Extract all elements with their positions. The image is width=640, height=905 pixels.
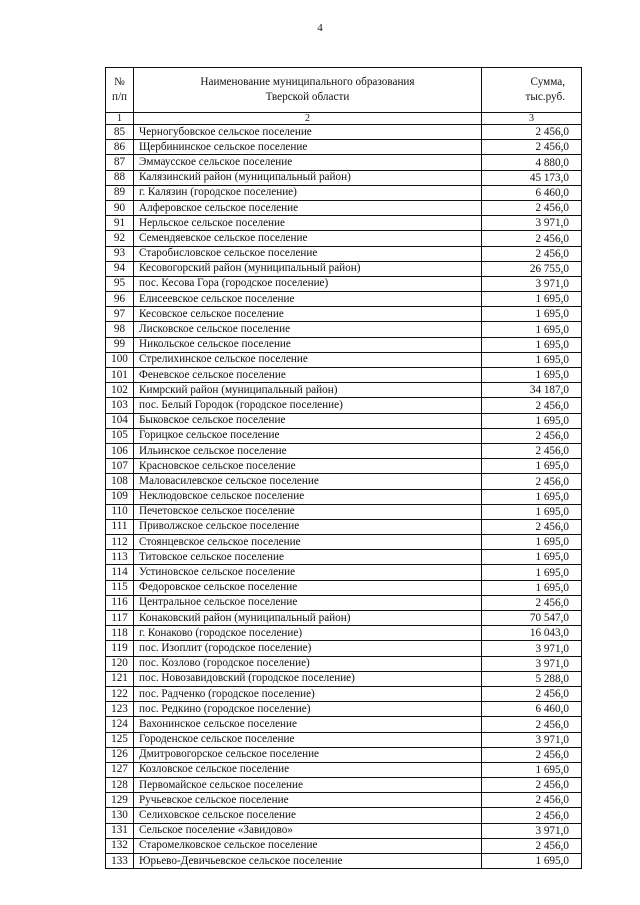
amount: 3 971,0	[482, 732, 582, 747]
table-row	[106, 125, 582, 140]
row-number: 85	[106, 125, 134, 140]
municipality-name: Щербининское сельское поселение	[134, 140, 482, 155]
row-number: 87	[106, 155, 134, 170]
row-number: 106	[106, 443, 134, 458]
municipality-name: пос. Козлово (городское поселение)	[134, 656, 482, 671]
table-row	[106, 307, 582, 322]
municipality-name: пос. Изоплит (городское поселение)	[134, 641, 482, 656]
municipality-name: пос. Кесова Гора (городское поселение)	[134, 276, 482, 291]
municipality-name: Ильинское сельское поселение	[134, 443, 482, 458]
municipality-name: Эммаусское сельское поселение	[134, 155, 482, 170]
table-row	[106, 671, 582, 686]
allocation-table	[105, 67, 582, 869]
row-number: 117	[106, 611, 134, 626]
row-number: 114	[106, 565, 134, 580]
table-row	[106, 459, 582, 474]
row-number: 132	[106, 838, 134, 853]
municipality-name: Старомелковское сельское поселение	[134, 838, 482, 853]
row-number: 89	[106, 185, 134, 200]
amount: 16 043,0	[482, 626, 582, 641]
amount: 2 456,0	[482, 686, 582, 701]
table-row	[106, 565, 582, 580]
municipality-name: Стоянцевское сельское поселение	[134, 535, 482, 550]
municipality-name: Кесовское сельское поселение	[134, 307, 482, 322]
row-number: 133	[106, 854, 134, 869]
table-row	[106, 474, 582, 489]
row-number: 116	[106, 595, 134, 610]
table-header	[106, 68, 582, 125]
table-row	[106, 200, 582, 215]
amount: 3 971,0	[482, 276, 582, 291]
column-number: 2	[134, 113, 482, 125]
table-row	[106, 702, 582, 717]
amount: 1 695,0	[482, 854, 582, 869]
row-number: 103	[106, 398, 134, 413]
table-row	[106, 383, 582, 398]
column-number: 3	[482, 113, 582, 125]
municipality-name: Черногубовское сельское поселение	[134, 125, 482, 140]
table-row	[106, 550, 582, 565]
row-number: 95	[106, 276, 134, 291]
municipality-name: Центральное сельское поселение	[134, 595, 482, 610]
amount: 4 880,0	[482, 155, 582, 170]
municipality-name: пос. Белый Городок (городское поселение)	[134, 398, 482, 413]
amount: 1 695,0	[482, 413, 582, 428]
row-number: 128	[106, 778, 134, 793]
column-numbering-row	[106, 113, 582, 125]
table-row	[106, 611, 582, 626]
amount: 2 456,0	[482, 838, 582, 853]
municipality-name: Федоровское сельское поселение	[134, 580, 482, 595]
row-number: 112	[106, 535, 134, 550]
municipality-name: Дмитровогорское сельское поселение	[134, 747, 482, 762]
amount: 1 695,0	[482, 504, 582, 519]
table-row	[106, 337, 582, 352]
amount: 45 173,0	[482, 170, 582, 185]
row-number: 123	[106, 702, 134, 717]
municipality-name: Семендяевское сельское поселение	[134, 231, 482, 246]
table-row	[106, 368, 582, 383]
municipality-name: Нерльское сельское поселение	[134, 216, 482, 231]
table-row	[106, 747, 582, 762]
row-number: 100	[106, 352, 134, 367]
table-row	[106, 762, 582, 777]
amount: 1 695,0	[482, 307, 582, 322]
row-number: 105	[106, 428, 134, 443]
amount: 5 288,0	[482, 671, 582, 686]
amount: 2 456,0	[482, 140, 582, 155]
municipality-name: Городенское сельское поселение	[134, 732, 482, 747]
row-number: 125	[106, 732, 134, 747]
amount: 2 456,0	[482, 717, 582, 732]
row-number: 110	[106, 504, 134, 519]
municipality-name: Печетовское сельское поселение	[134, 504, 482, 519]
table-row	[106, 793, 582, 808]
municipality-name: Сельское поселение «Завидово»	[134, 823, 482, 838]
amount: 2 456,0	[482, 231, 582, 246]
table-row	[106, 717, 582, 732]
amount: 2 456,0	[482, 778, 582, 793]
municipality-name: Юрьево-Девичьевское сельское поселение	[134, 854, 482, 869]
amount: 1 695,0	[482, 565, 582, 580]
municipality-name: Старобисловское сельское поселение	[134, 246, 482, 261]
municipality-name: Ручьевское сельское поселение	[134, 793, 482, 808]
row-number: 92	[106, 231, 134, 246]
row-number: 104	[106, 413, 134, 428]
amount: 1 695,0	[482, 322, 582, 337]
header-sum-label: Сумма, тыс.руб.	[525, 76, 565, 103]
amount: 1 695,0	[482, 580, 582, 595]
amount: 2 456,0	[482, 125, 582, 140]
table-row	[106, 322, 582, 337]
municipality-name: Кесовогорский район (муниципальный район)	[134, 261, 482, 276]
municipality-name: Феневское сельское поселение	[134, 368, 482, 383]
table-body	[106, 125, 582, 869]
municipality-name: Стрелихинское сельское поселение	[134, 352, 482, 367]
municipality-name: Козловское сельское поселение	[134, 762, 482, 777]
row-number: 98	[106, 322, 134, 337]
amount: 2 456,0	[482, 474, 582, 489]
row-number: 94	[106, 261, 134, 276]
municipality-name: Калязинский район (муниципальный район)	[134, 170, 482, 185]
amount: 6 460,0	[482, 185, 582, 200]
row-number: 124	[106, 717, 134, 732]
row-number: 131	[106, 823, 134, 838]
table-row	[106, 595, 582, 610]
row-number: 127	[106, 762, 134, 777]
amount: 2 456,0	[482, 595, 582, 610]
amount: 1 695,0	[482, 535, 582, 550]
row-number: 102	[106, 383, 134, 398]
table-row	[106, 778, 582, 793]
table-row	[106, 140, 582, 155]
table-row	[106, 170, 582, 185]
amount: 2 456,0	[482, 747, 582, 762]
table-row	[106, 823, 582, 838]
row-number: 97	[106, 307, 134, 322]
amount: 2 456,0	[482, 246, 582, 261]
table-row	[106, 838, 582, 853]
municipality-name: Быковское сельское поселение	[134, 413, 482, 428]
municipality-name: Первомайское сельское поселение	[134, 778, 482, 793]
row-number: 99	[106, 337, 134, 352]
table-row	[106, 519, 582, 534]
amount: 2 456,0	[482, 428, 582, 443]
municipality-name: Неклюдовское сельское поселение	[134, 489, 482, 504]
municipality-name: Никольское сельское поселение	[134, 337, 482, 352]
table-row	[106, 686, 582, 701]
table-row	[106, 854, 582, 869]
row-number: 115	[106, 580, 134, 595]
table-row	[106, 808, 582, 823]
amount: 2 456,0	[482, 519, 582, 534]
municipality-name: Конаковский район (муниципальный район)	[134, 611, 482, 626]
amount: 1 695,0	[482, 337, 582, 352]
table-row	[106, 641, 582, 656]
table-row	[106, 732, 582, 747]
amount: 2 456,0	[482, 808, 582, 823]
table-row	[106, 185, 582, 200]
amount: 1 695,0	[482, 489, 582, 504]
row-number: 91	[106, 216, 134, 231]
table-row	[106, 276, 582, 291]
table-row	[106, 292, 582, 307]
amount: 26 755,0	[482, 261, 582, 276]
municipality-name: Устиновское сельское поселение	[134, 565, 482, 580]
amount: 3 971,0	[482, 656, 582, 671]
page-number: 4	[317, 22, 323, 34]
table-row	[106, 656, 582, 671]
row-number: 120	[106, 656, 134, 671]
table-row	[106, 231, 582, 246]
municipality-name: Красновское сельское поселение	[134, 459, 482, 474]
row-number: 101	[106, 368, 134, 383]
amount: 2 456,0	[482, 793, 582, 808]
row-number: 109	[106, 489, 134, 504]
header-name-label: Наименование муниципального образования Тверской области	[200, 76, 415, 103]
amount: 1 695,0	[482, 459, 582, 474]
row-number: 129	[106, 793, 134, 808]
municipality-name: Елисеевское сельское поселение	[134, 292, 482, 307]
row-number: 130	[106, 808, 134, 823]
table-row	[106, 246, 582, 261]
municipality-name: Кимрский район (муниципальный район)	[134, 383, 482, 398]
row-number: 93	[106, 246, 134, 261]
row-number: 96	[106, 292, 134, 307]
header-sum	[482, 68, 582, 113]
amount: 1 695,0	[482, 368, 582, 383]
row-number: 88	[106, 170, 134, 185]
amount: 70 547,0	[482, 611, 582, 626]
header-num-label: № п/п	[111, 76, 128, 103]
municipality-name: Маловасилевское сельское поселение	[134, 474, 482, 489]
table-row	[106, 352, 582, 367]
municipality-name: Горицкое сельское поселение	[134, 428, 482, 443]
amount: 1 695,0	[482, 292, 582, 307]
row-number: 90	[106, 200, 134, 215]
amount: 1 695,0	[482, 352, 582, 367]
row-number: 122	[106, 686, 134, 701]
table-row	[106, 489, 582, 504]
municipality-name: Лисковское сельское поселение	[134, 322, 482, 337]
municipality-name: г. Калязин (городское поселение)	[134, 185, 482, 200]
header-num	[106, 68, 134, 113]
municipality-name: пос. Радченко (городское поселение)	[134, 686, 482, 701]
table-row	[106, 398, 582, 413]
table-row	[106, 504, 582, 519]
row-number: 86	[106, 140, 134, 155]
table-row	[106, 155, 582, 170]
amount: 34 187,0	[482, 383, 582, 398]
table-row	[106, 261, 582, 276]
table-row	[106, 413, 582, 428]
municipality-name: Приволжское сельское поселение	[134, 519, 482, 534]
row-number: 113	[106, 550, 134, 565]
row-number: 108	[106, 474, 134, 489]
row-number: 107	[106, 459, 134, 474]
row-number: 121	[106, 671, 134, 686]
municipality-name: Алферовское сельское поселение	[134, 200, 482, 215]
amount: 6 460,0	[482, 702, 582, 717]
table-row	[106, 580, 582, 595]
amount: 3 971,0	[482, 823, 582, 838]
amount: 1 695,0	[482, 762, 582, 777]
row-number: 126	[106, 747, 134, 762]
amount: 1 695,0	[482, 550, 582, 565]
amount: 2 456,0	[482, 443, 582, 458]
table-row	[106, 216, 582, 231]
table-row	[106, 428, 582, 443]
municipality-name: Селиховское сельское поселение	[134, 808, 482, 823]
amount: 2 456,0	[482, 398, 582, 413]
municipality-name: Титовское сельское поселение	[134, 550, 482, 565]
table-row	[106, 443, 582, 458]
municipality-name: пос. Редкино (городское поселение)	[134, 702, 482, 717]
amount: 3 971,0	[482, 641, 582, 656]
column-number: 1	[106, 113, 134, 125]
table-row	[106, 535, 582, 550]
municipality-name: г. Конаково (городское поселение)	[134, 626, 482, 641]
header-name	[134, 68, 482, 113]
municipality-name: пос. Новозавидовский (городское поселение)	[134, 671, 482, 686]
row-number: 118	[106, 626, 134, 641]
amount: 2 456,0	[482, 200, 582, 215]
row-number: 111	[106, 519, 134, 534]
municipality-name: Вахонинское сельское поселение	[134, 717, 482, 732]
amount: 3 971,0	[482, 216, 582, 231]
row-number: 119	[106, 641, 134, 656]
table-row	[106, 626, 582, 641]
